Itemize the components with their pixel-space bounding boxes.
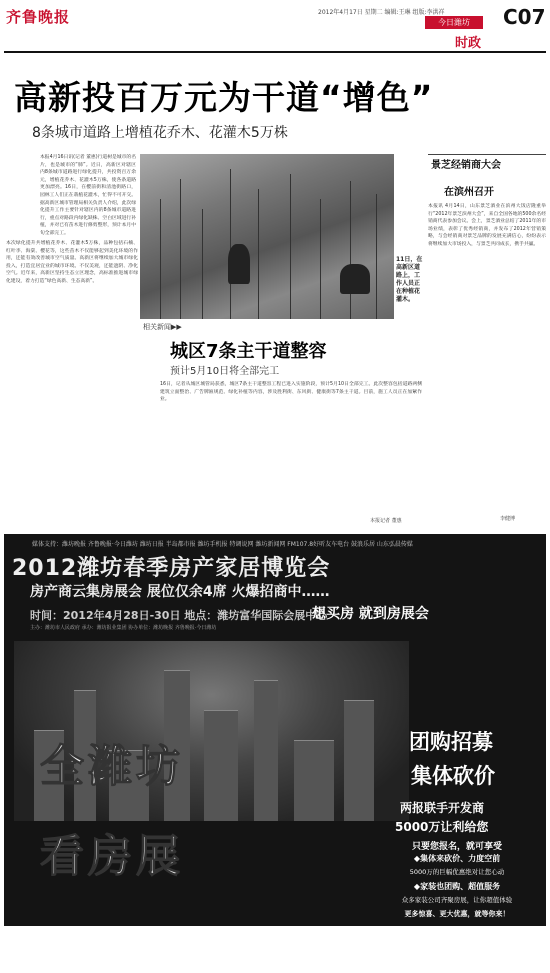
issue-meta: 2012年4月17日 星期二 编辑:王琳 组版:李洪祥 — [318, 9, 445, 16]
lead-body-col2: 本次绿化提升共增植花乔木、花灌木5万株，品种包括石楠、红叶李、海棠、樱花等，这些苗木不仅能够起到美化环境的作用，还能有效改善城市空气质量。高新区将继续加大城市绿化投入，打造宜居宜业的城市环境。不仅美观，还能遮阴、净化空气。近年来，高新区坚持生态立区理念，高标准推进城市绿化建设，着力打造“绿色高新、生态高新”。 — [6, 241, 138, 284]
side-subheadline: 在滨州召开 — [444, 187, 494, 198]
page-number: C07 — [503, 5, 548, 29]
ad-big-text1: 全潍坊 — [40, 741, 184, 792]
edition-tab: 今日潍坊 — [425, 16, 483, 29]
side-signature: 李健博 — [500, 516, 516, 522]
ad-group-title1: 团购招募 — [409, 730, 493, 754]
related-subhead: 预计5月10日将全部完工 — [170, 366, 280, 377]
ad-sponsor: 主办：潍坊市人民政府 承办：潍坊报业集团 协办单位：潍坊晚报 齐鲁晚报·今日潍坊 — [30, 625, 217, 631]
side-body: 本报讯 4月14日，山东景芝酒业在滨州大饭店隆重举行“2012年景芝滨州大会”，来自全国各地的500余名经销商代表参加会议。会上，景芝酒业总结了2011年的市场业绩，表彰了优秀经销商，并发布了2012年营销策略，与会经销商对景芝品牌的发展充满信心，纷纷表示将继续加大市场投入，与景芝共同成长，携手共赢。 — [428, 204, 546, 247]
ad-title: 2012潍坊春季房产家居博览会 — [12, 556, 331, 581]
related-label: 相关新闻▶▶ — [143, 323, 182, 331]
ad-media-support: 媒体支持：潍坊晚报 齐鲁晚报·今日潍坊 潍坊日报 半岛都市报 潍坊手机报 特调说网 潍坊新闻网 FM107.8好听友车电台 鼓浪乐居 山东弘晨传媒 — [32, 541, 413, 548]
ad-offer2: 5000万让利给您 — [395, 820, 489, 834]
benefit-line: 5000万的巨幅优惠绝对让您心动 — [409, 868, 505, 876]
ad-line2: 时间：2012年4月28日-30日 地点：潍坊富华国际会展中心 — [30, 609, 328, 622]
ad-website: 网上报名：www.365tsq.com — [386, 963, 518, 973]
related-reporter: 本报记者 董惠 — [370, 518, 402, 524]
benefit-line: ◆集体来砍价、力度空前 — [413, 854, 501, 863]
benefit-line: 只要您报名，就可享受 — [411, 842, 502, 852]
side-rule — [428, 154, 546, 155]
ad-offer1: 两报联手开发商 — [400, 801, 485, 815]
ad-group-title2: 集体砍价 — [411, 764, 495, 788]
page-header — [0, 0, 550, 52]
news-photo — [140, 154, 394, 319]
ad-benefits — [371, 839, 543, 925]
side-headline: 景芝经销商大会 — [431, 160, 501, 171]
ad-slogan: 想买房 就到房展会 — [312, 606, 429, 622]
header-rule — [4, 51, 546, 53]
advertisement — [4, 534, 546, 973]
lead-body-col1: 本报4月16日讯(记者 董惠)行道树是城市的名片，也是城市的“肺”。近日，高新区对辖区内8条城市道路进行绿化提升，共投资百万余元，增植花乔木、花灌木5万株，使各条道路更加漂亮。16日，在樱前街和清池街路口，园林工人们正在栽植花灌木，忙得不可开交。据高新区城市管理局相关负责人介绍，此次绿化提升工作主要针对辖区内的8条城市道路进行，重点对路段内绿化缺株、空白区域进行补植，并对已有苗木进行修剪整形，预计本月中旬全部完工。 — [40, 155, 136, 236]
lead-headline: 高新投百万元为干道“增色” — [14, 78, 434, 117]
ad-hotline: 报名热线：96663 — [386, 950, 463, 960]
benefit-line: ◆家装也团购、超值服务 — [413, 882, 501, 891]
benefit-line: 众多家装公司齐聚房展，让你超值体验 — [401, 896, 513, 904]
related-body: 16日，记者从城区城管局获悉，城区7条主干道整容工程已进入实施阶段，预计5月10日全部完工。此次整容包括道路两侧建筑立面整治、广告牌匾规范、绿化补植等内容，涉及胜利街、东风街、健康街等7条主干道。目前，施工人员正在加紧作业。 — [160, 382, 422, 403]
benefit-line: 更多惊喜、更大优惠，就等你来！ — [404, 910, 510, 918]
related-headline: 城区7条主干道整容 — [170, 341, 327, 362]
ad-big-text2: 看房展 — [40, 831, 184, 882]
lead-subhead: 8条城市道路上增植花乔木、花灌木5万株 — [32, 125, 288, 141]
photo-caption: 11日，在高新区道路上，工作人员正在种植花灌木。 — [396, 256, 423, 303]
newspaper-logo: 齐鲁晚报 — [6, 8, 71, 26]
ad-line1: 房产商云集房展会 展位仅余4席 火爆招商中…… — [30, 584, 330, 600]
section-title: 时政 — [455, 36, 482, 51]
